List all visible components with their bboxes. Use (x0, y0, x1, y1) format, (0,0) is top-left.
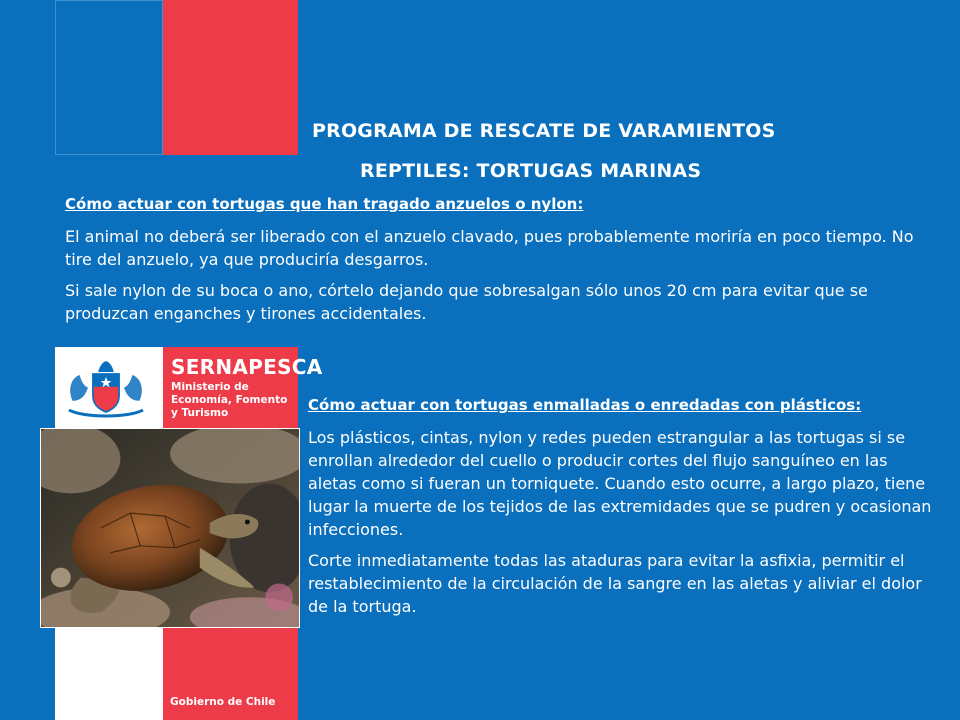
paragraph: El animal no deberá ser liberado con el anzuelo clavado, pues probablemente moriría en poco tiempo. No tire del anzuelo, ya que produciría desgarros. (65, 227, 914, 269)
page-title: PROGRAMA DE RESCATE DE VARAMIENTOS (312, 120, 776, 142)
paragraph: Corte inmediatamente todas las ataduras para evitar la asfixia, permitir el restablecimiento de la circulación de la sangre en las aletas y aliviar el dolor de la tortuga. (308, 551, 922, 616)
logo-ministerio-line: y Turismo (171, 407, 229, 419)
flag-blue-block (55, 0, 163, 155)
logo-name: SERNAPESCA (171, 355, 323, 379)
section-heading: Cómo actuar con tortugas que han tragado anzuelos o nylon: (65, 195, 584, 213)
page-subtitle: REPTILES: TORTUGAS MARINAS (360, 160, 702, 182)
section-anzuelos (65, 193, 925, 333)
logo-ministerio-line: Ministerio de (171, 381, 249, 393)
section-heading: Cómo actuar con tortugas enmalladas o enredadas con plásticos: (308, 396, 862, 414)
sea-turtle-photo (40, 428, 300, 628)
section-enmalladas (308, 394, 938, 626)
logo-gobierno: Gobierno de Chile (170, 696, 276, 708)
logo-ministerio-line: Economía, Fomento (171, 394, 288, 406)
chile-coat-of-arms-icon (63, 360, 149, 422)
flag-red-block (163, 0, 298, 155)
logo-ministerio (171, 381, 296, 420)
paragraph: Si sale nylon de su boca o ano, córtelo dejando que sobresalgan sólo unos 20 cm para evitar que se produzcan enganches y tirones accidentales. (65, 281, 868, 323)
paragraph: Los plásticos, cintas, nylon y redes pueden estrangular a las tortugas si se enrollan alrededor del cuello o producir cortes del flujo sanguíneo en las aletas como si fueran un torniquete. Cuando esto ocurre, a largo plazo, tiene lugar la muerte de los tejidos de las extremidades que se pudren y ocasionan infecciones. (308, 428, 932, 539)
